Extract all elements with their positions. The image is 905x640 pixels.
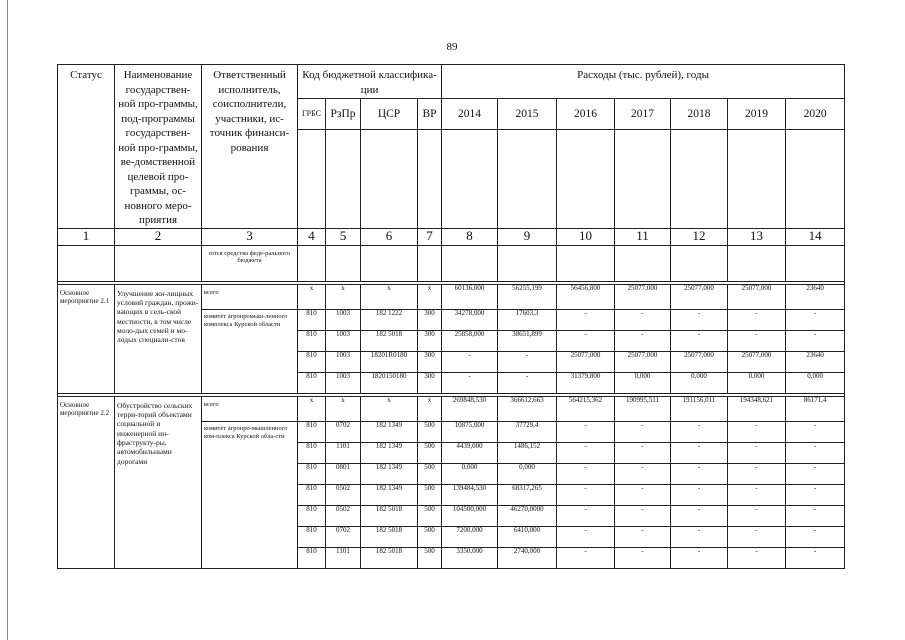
header-rzpr: РзПр [326, 99, 361, 130]
continuation-blank [326, 245, 361, 281]
continuation-blank [615, 245, 671, 281]
rzpr-cell: х [326, 284, 361, 309]
expense-cell: 366612,663 [498, 396, 557, 421]
expense-cell: 10875,000 [442, 421, 498, 442]
vr-cell: 500 [418, 442, 442, 463]
expense-cell: - [615, 547, 671, 568]
header-blank [298, 130, 326, 229]
expense-cell: - [728, 547, 786, 568]
rzpr-cell: х [326, 396, 361, 421]
status-cell: Основное мероприятие 2.2 [58, 396, 115, 568]
expense-cell: 25077,000 [728, 351, 786, 372]
status-cell: Основное мероприятие 2.1 [58, 284, 115, 393]
header-csr: ЦСР [361, 99, 418, 130]
header-expenses: Расходы (тыс. рублей), годы [442, 65, 845, 99]
expense-cell: - [557, 526, 615, 547]
header-responsible: Ответственный исполнитель, соисполнители, участники, ис-точник финанси-рования [202, 65, 298, 229]
column-number: 1 [58, 228, 115, 245]
header-blank [728, 130, 786, 229]
expense-cell: - [671, 442, 728, 463]
expense-cell: - [786, 330, 845, 351]
expense-cell: - [786, 484, 845, 505]
expense-cell: 1486,152 [498, 442, 557, 463]
continuation-blank [442, 245, 498, 281]
expense-cell: 0,000 [786, 372, 845, 393]
header-year: 2015 [498, 99, 557, 130]
expense-cell: - [615, 505, 671, 526]
expense-cell: 23640 [786, 351, 845, 372]
header-blank [786, 130, 845, 229]
header-blank [326, 130, 361, 229]
csr-cell: х [361, 284, 418, 309]
grbs-cell: 810 [298, 484, 326, 505]
expense-cell: 0,000 [498, 463, 557, 484]
expense-cell: - [786, 463, 845, 484]
header-grbs: ГРБС [298, 99, 326, 130]
program-name-cell: Улучшение жи-лищных условий граждан, прожи-вающих в сель-ской местности, в том числе моло-дых семей и мо-лодых специали-стов [115, 284, 202, 393]
table-row [58, 396, 845, 421]
header-blank [442, 130, 498, 229]
column-number: 2 [115, 228, 202, 245]
header-year: 2016 [557, 99, 615, 130]
expense-cell: 104500,000 [442, 505, 498, 526]
expense-cell: - [615, 463, 671, 484]
grbs-cell: 810 [298, 421, 326, 442]
expense-cell: - [671, 484, 728, 505]
expense-cell: 190995,511 [615, 396, 671, 421]
expense-cell: 60136,000 [442, 284, 498, 309]
expense-cell: - [728, 463, 786, 484]
expense-cell: - [615, 484, 671, 505]
responsible-cell: всего [202, 396, 298, 421]
continuation-blank [498, 245, 557, 281]
expense-cell: 25077,000 [557, 351, 615, 372]
expense-cell: 56456,800 [557, 284, 615, 309]
expense-cell: 25858,000 [442, 330, 498, 351]
expense-cell: - [728, 309, 786, 330]
column-number: 14 [786, 228, 845, 245]
csr-cell: 182 5018 [361, 547, 418, 568]
vr-cell: х [418, 284, 442, 309]
vr-cell: 500 [418, 526, 442, 547]
expense-cell: - [557, 505, 615, 526]
expense-cell: - [671, 421, 728, 442]
expense-cell: - [671, 505, 728, 526]
vr-cell: 300 [418, 351, 442, 372]
column-number: 6 [361, 228, 418, 245]
header-budget-code: Код бюджетной классифика-ции [298, 65, 442, 99]
expense-cell: 23640 [786, 284, 845, 309]
csr-cell: 18201R0180 [361, 351, 418, 372]
grbs-cell: 810 [298, 442, 326, 463]
expense-cell: 86171,4 [786, 396, 845, 421]
expense-cell: 0,000 [442, 463, 498, 484]
expense-cell: 564215,362 [557, 396, 615, 421]
page-number: 89 [446, 41, 458, 53]
column-number: 11 [615, 228, 671, 245]
expense-cell: - [615, 442, 671, 463]
continuation-blank [786, 245, 845, 281]
continuation-note: ются средства феде-рального бюджета [202, 245, 298, 281]
expense-cell: - [671, 463, 728, 484]
vr-cell: 300 [418, 372, 442, 393]
rzpr-cell: 0702 [326, 421, 361, 442]
header-year: 2020 [786, 99, 845, 130]
rzpr-cell: 1003 [326, 372, 361, 393]
expense-cell: - [557, 484, 615, 505]
column-number: 9 [498, 228, 557, 245]
expense-cell: 3350,000 [442, 547, 498, 568]
expense-cell: 2740,000 [498, 547, 557, 568]
expense-cell: 25077,000 [671, 284, 728, 309]
rzpr-cell: 0502 [326, 484, 361, 505]
expense-cell: 37729,4 [498, 421, 557, 442]
expense-cell: - [615, 309, 671, 330]
vr-cell: 500 [418, 505, 442, 526]
expense-cell: - [557, 330, 615, 351]
rzpr-cell: 0502 [326, 505, 361, 526]
continuation-blank [728, 245, 786, 281]
table-row [58, 284, 845, 309]
expense-cell: 56255,199 [498, 284, 557, 309]
csr-cell: х [361, 396, 418, 421]
expense-cell: - [786, 309, 845, 330]
grbs-cell: 810 [298, 309, 326, 330]
header-blank [498, 130, 557, 229]
csr-cell: 182 5018 [361, 330, 418, 351]
vr-cell: 300 [418, 330, 442, 351]
vr-cell: 500 [418, 547, 442, 568]
grbs-cell: 810 [298, 547, 326, 568]
expense-cell: 0,000 [615, 372, 671, 393]
responsible-cell: всего [202, 284, 298, 309]
expense-cell: - [671, 547, 728, 568]
expense-cell: - [786, 526, 845, 547]
expense-cell: - [498, 372, 557, 393]
expense-cell: - [786, 547, 845, 568]
rzpr-cell: 1101 [326, 547, 361, 568]
continuation-blank [557, 245, 615, 281]
csr-cell: 182 1349 [361, 484, 418, 505]
csr-cell: 182 5018 [361, 505, 418, 526]
expense-cell: 25077,000 [615, 351, 671, 372]
csr-cell: 182 1349 [361, 463, 418, 484]
vr-cell: х [418, 396, 442, 421]
expense-cell: - [557, 463, 615, 484]
csr-cell: 182 1349 [361, 442, 418, 463]
vr-cell: 300 [418, 309, 442, 330]
expense-cell: - [728, 505, 786, 526]
expense-cell: - [498, 351, 557, 372]
header-name: Наименование государствен-ной про-граммы, под-программы государствен-ной про-граммы, ве-домственной целевой про-граммы, ос-новного меро-приятия [115, 65, 202, 229]
expense-cell: - [615, 330, 671, 351]
expense-cell: 68317,265 [498, 484, 557, 505]
grbs-cell: 810 [298, 463, 326, 484]
column-number: 10 [557, 228, 615, 245]
expense-cell: - [557, 421, 615, 442]
vr-cell: 500 [418, 484, 442, 505]
expense-cell: 34278,000 [442, 309, 498, 330]
expense-cell: 7200,000 [442, 526, 498, 547]
continuation-blank [671, 245, 728, 281]
header-blank [557, 130, 615, 229]
rzpr-cell: 1003 [326, 330, 361, 351]
responsible-cell: комитет агропромыш-ленного комплекса Курской области [202, 309, 298, 393]
column-number: 13 [728, 228, 786, 245]
expense-cell: - [557, 547, 615, 568]
vr-cell: 500 [418, 421, 442, 442]
expense-cell: - [615, 526, 671, 547]
continuation-blank [298, 245, 326, 281]
expense-cell: 139484,530 [442, 484, 498, 505]
program-name-cell: Обустройство сельских терри-торий объектами социальной и инженерной ин-фраструкту-ры, автомобильными дорогами [115, 396, 202, 568]
csr-cell: 182 5018 [361, 526, 418, 547]
grbs-cell: 810 [298, 330, 326, 351]
budget-table [57, 64, 845, 569]
continuation-row [58, 245, 845, 281]
expense-cell: 25077,000 [728, 284, 786, 309]
rzpr-cell: 1003 [326, 351, 361, 372]
header-year: 2018 [671, 99, 728, 130]
rzpr-cell: 0702 [326, 526, 361, 547]
header-year: 2014 [442, 99, 498, 130]
expense-cell: - [557, 442, 615, 463]
grbs-cell: 810 [298, 372, 326, 393]
expense-cell: - [615, 421, 671, 442]
csr-cell: 1820150180 [361, 372, 418, 393]
csr-cell: 182 1349 [361, 421, 418, 442]
grbs-cell: х [298, 284, 326, 309]
rzpr-cell: 1101 [326, 442, 361, 463]
expense-cell: - [786, 421, 845, 442]
header-blank [361, 130, 418, 229]
continuation-blank [418, 245, 442, 281]
continuation-blank [361, 245, 418, 281]
binding-line [7, 0, 8, 640]
expense-cell: - [728, 330, 786, 351]
expense-cell: 46270,0000 [498, 505, 557, 526]
column-number: 7 [418, 228, 442, 245]
expense-cell: - [442, 351, 498, 372]
header-year: 2019 [728, 99, 786, 130]
expense-cell: - [671, 309, 728, 330]
header-blank [671, 130, 728, 229]
expense-cell: 25077,000 [615, 284, 671, 309]
expense-cell: - [728, 526, 786, 547]
column-number: 8 [442, 228, 498, 245]
expense-cell: 0,000 [728, 372, 786, 393]
expense-cell: 194348,621 [728, 396, 786, 421]
expense-cell: - [671, 526, 728, 547]
continuation-blank [115, 245, 202, 281]
grbs-cell: 810 [298, 351, 326, 372]
grbs-cell: 810 [298, 526, 326, 547]
expense-cell: 269848,530 [442, 396, 498, 421]
expense-cell: 17603,3 [498, 309, 557, 330]
column-numbers-row [58, 228, 845, 245]
expense-cell: - [442, 372, 498, 393]
expense-cell: - [786, 505, 845, 526]
column-number: 12 [671, 228, 728, 245]
header-blank [615, 130, 671, 229]
expense-cell: - [786, 442, 845, 463]
header-blank [418, 130, 442, 229]
header-vr: ВР [418, 99, 442, 130]
continuation-blank [58, 245, 115, 281]
expense-cell: 25077,000 [671, 351, 728, 372]
column-number: 5 [326, 228, 361, 245]
expense-cell: - [728, 442, 786, 463]
expense-cell: 31379,800 [557, 372, 615, 393]
vr-cell: 500 [418, 463, 442, 484]
expense-cell: 38651,899 [498, 330, 557, 351]
expense-cell: 191156,011 [671, 396, 728, 421]
expense-cell: - [728, 484, 786, 505]
header-status: Статус [58, 65, 115, 229]
expense-cell: - [671, 330, 728, 351]
expense-cell: 6410,000 [498, 526, 557, 547]
column-number: 3 [202, 228, 298, 245]
grbs-cell: х [298, 396, 326, 421]
expense-cell: - [557, 309, 615, 330]
rzpr-cell: 1003 [326, 309, 361, 330]
expense-cell: 4439,000 [442, 442, 498, 463]
expense-cell: - [728, 421, 786, 442]
grbs-cell: 810 [298, 505, 326, 526]
csr-cell: 182 1222 [361, 309, 418, 330]
rzpr-cell: 0801 [326, 463, 361, 484]
responsible-cell: комитет агропро-мышленного ком-плекса Курской обла-сти [202, 421, 298, 568]
header-year: 2017 [615, 99, 671, 130]
column-number: 4 [298, 228, 326, 245]
expense-cell: 0,000 [671, 372, 728, 393]
